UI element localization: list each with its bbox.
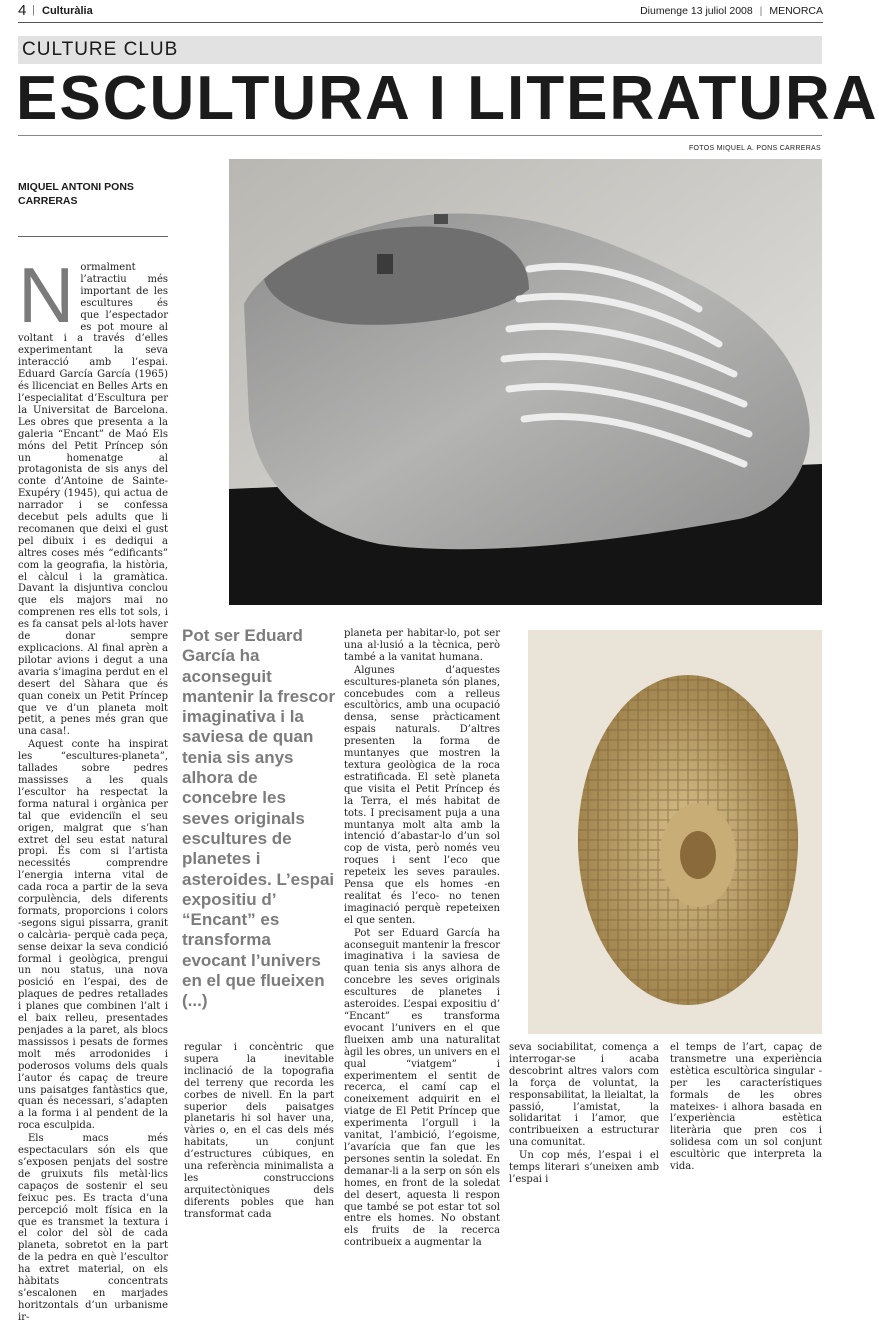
- header-rule: [18, 22, 823, 23]
- article-paragraph: [18, 251, 168, 738]
- article-paragraph: regular i concèntric que supera la inevitable inclinació de la topografia del terreny que recorda les corbes de nivell. En la part superior dels paisatges planetaris hi sol haver una, vàries o, en el cas dels més habitats, un conjunt d’estructures cúbiques, en una referència minimalista a les construccions arquitectòniques dels diferents pobles que han transformat cada: [184, 1042, 334, 1220]
- article-column-3: [344, 628, 501, 1249]
- article-paragraph: Pot ser Eduard García ha aconseguit mantenir la frescor imaginativa i la saviesa de quan tenia sis anys alhora de concebre les seves originals escultures de planetes i asteroides. L’espai expositiu d’ “Encant” es transforma evocant l’univers en el que flueixen amb una naturalitat àgil les obres, un univers en el qual “viatgem” i experimentem el sentit de recerca, el camí cap el coneixement adquirit en el viatge de El Petit Príncep que experimenta l’orgull i la vanitat, l’ambició, l’egoisme, l’avarícia que fan que les persones sentin la soledat. En demanar-li a la serp on són els homes, en front de la soledat del desert, aquesta li respon que també se pot estar tot sol entre els homes. No obstant els fruits de la recerca contribueix a augmentar la: [344, 927, 501, 1249]
- page-header: [18, 4, 823, 20]
- sculpture-photo-relief: [528, 630, 822, 1034]
- article-column-5: [670, 1042, 822, 1182]
- article-paragraph: Un cop més, l’espai i el temps literari s’uneixen amb l’espai i: [509, 1150, 659, 1185]
- header-separator: |: [32, 4, 35, 16]
- page-number: 4: [18, 2, 27, 19]
- article-column-1: [18, 251, 168, 1323]
- pull-quote: Pot ser Eduard García ha aconseguit mantenir la frescor imaginativa i la saviesa de quan tenia sis anys alhora de concebre les seves originals escultures de planetes i asteroides. L’espai expositiu d’ “Encant” es transforma evocant l’univers en el que flueixen (...): [182, 626, 336, 1011]
- article-paragraph: Els macs més espectaculars són els que s’exposen penjats del sostre de gruixuts fils metàl·lics capaços de sostenir el seu feixuc pes. Es tracta d’una percepció molt física en la que es transmet la textura i el color del sòl de cada planeta, sobretot en la part de la pedra en què l’escultor ha extret material, on els hàbitats concentrats s’escalonen en marjades horitzontals d’un urbanisme ir-: [18, 1133, 168, 1323]
- header-right: Diumenge 13 juliol 2008 | MENORCA: [640, 5, 823, 17]
- photo-credit: FOTOS MIQUEL A. PONS CARRERAS: [688, 145, 821, 152]
- byline: MIQUEL ANTONI PONS CARRERAS: [18, 181, 134, 207]
- article-paragraph: Aquest conte ha inspirat les “escultures-planeta”, tallades sobre pedres massisses a les quals l’escultor ha respectat la forma natural i orgànica per tal que evidenciïn el seu origen, malgrat que s’han extret del seu estat natural propi. És com si l’artista necessités comprendre l’energia interna vital de cada roca a partir de la seva corpulència, dels diferents formats, proporcions i colors -segons sigui pissarra, granit o calcària- perquè cada peça, sense deixar la seva condició formal i geològica, prengui un nou status, una nova posició en l’espai, des de plaques de pedres retallades i planes que combinen l’alt i el baix relleu, presentades penjades a la paret, als blocs massissos i pesats de formes molt més arrodonides i poderosos volums dels quals l’autor és capaç de treure uns paisatges fantàstics que, quan és necessari, s’adapten a la forma i al pendent de la roca esculpida.: [18, 739, 168, 1132]
- drop-cap: N: [18, 251, 75, 339]
- article-column-4: [509, 1042, 659, 1185]
- byline-rule: [18, 236, 168, 237]
- paragraph-text: ormalment l’atractiu més important de les escultures és que l’espectador es pot moure al voltant i a través d’elles experimentant la seva interacció amb l’espai. Eduard García García (1965) és llicenciat en Belles Arts en l’especialitat d’Escultura per la Universitat de Barcelona. Les obres que presenta a la galeria “Encant” de Maó Els móns del Petit Príncep són un homenatge al protagonista de sis anys del conte d’Antoine de Sainte-Exupéry (1945), qui actua de narrador i se confessa decebut pels adults que li recomanen que deixi el gust pel dibuix i es dediqui a altres coses més “edificants” com la geografia, la història, el càlcul i la gramàtica. Davant la disjuntiva conclou que els majors mai no comprenen res ells tot sols, i es fa cansat pels al·lots haver de donar sempre explicacions. Al final aprèn a pilotar avions i degut a una avaria s’imagina perdut en el desert del Sàhara que és quan coneix un Petit Príncep que ve d’un planeta molt petit, a penes més gran que una casa!.: [18, 262, 168, 738]
- article-paragraph: el temps de l’art, capaç de transmetre una experiència estètica escultòrica singular -per les característiques formals de les obres mateixes- i alhora basada en l’experiència estètica literària que pren cos i solidesa com un sol conjunt escultòric que interpreta la vida.: [670, 1042, 822, 1173]
- publication-name: MENORCA: [769, 5, 823, 17]
- headline-rule: [18, 135, 822, 136]
- article-paragraph: Algunes d’aquestes escultures-planeta són planes, concebudes com a relleus escultòrics, amb una ocupació densa, sense pràcticament espais naturals. D’altres presenten la forma de muntanyes que mostren la textura geològica de la roca estratificada. El setè planeta que visita el Petit Príncep és la Terra, el més habitat de tots. I precisament puja a una muntanya molt alta amb la intenció d’abastar-lo d’un sol cop de vista, però només veu roques i sent l’eco que repeteix les seves paraules. Pensa que els homes -en realitat és l’eco- no tenen imaginació perquè repeteixen el que senten.: [344, 664, 500, 926]
- issue-date: Diumenge 13 juliol 2008: [640, 5, 753, 17]
- section-name: Culturàlia: [42, 5, 93, 17]
- article-paragraph: seva sociabilitat, comença a interrogar-se i acaba descobrint altres valors com la força de voluntat, la responsabilitat, la lleialtat, la passió, l’amistat, la solidaritat i l’amor, que contribueixen a estructurar una comunitat.: [509, 1042, 659, 1149]
- article-column-2: [184, 1042, 334, 1220]
- headline: ESCULTURA I LITERATURA: [16, 64, 879, 133]
- sculpture-photo-stone: [229, 159, 822, 605]
- article-paragraph: planeta per habitar-lo, pot ser una al·lusió a la tècnica, però també a la vanitat humana.: [344, 628, 500, 663]
- kicker-bar: CULTURE CLUB: [18, 36, 822, 64]
